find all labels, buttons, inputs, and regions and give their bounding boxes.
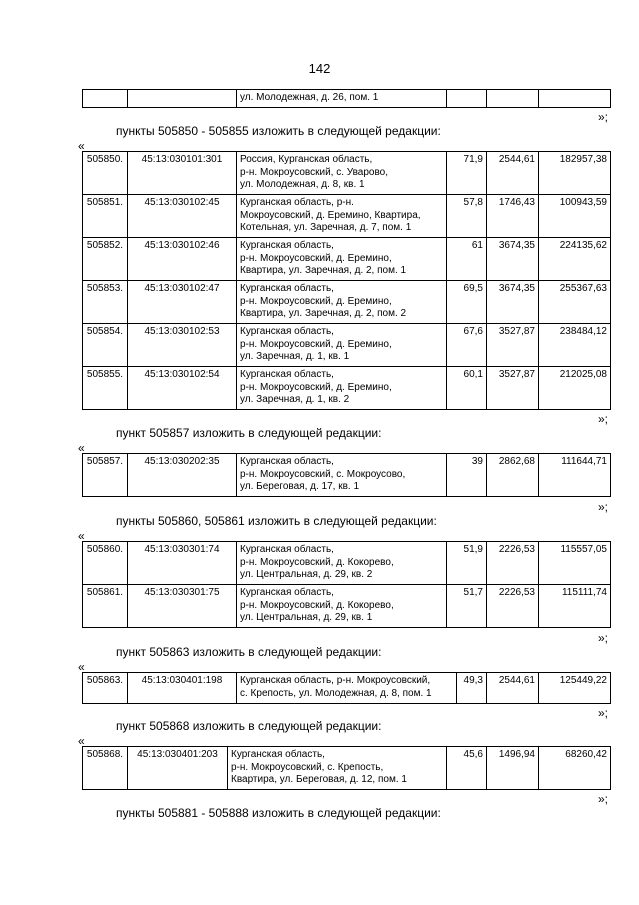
open-quote: « (78, 660, 85, 674)
continuation-table (82, 89, 611, 108)
cell-cad: 45:13:030102:47 (128, 281, 237, 324)
cell-rate: 2862,68 (487, 454, 539, 497)
cell-cad: 45:13:030101:301 (128, 152, 237, 195)
cell-rate: 1496,94 (487, 747, 539, 790)
cell-rate (487, 90, 539, 108)
address-line: р-н. Мокроусовский, с. Крепость, (231, 761, 384, 773)
cell-area: 60,1 (447, 367, 487, 410)
cell-area: 39 (447, 454, 487, 497)
address-line: ул. Береговая, д. 17, кв. 1 (240, 481, 360, 492)
cell-address (237, 367, 447, 410)
cell-area: 69,5 (447, 281, 487, 324)
cell-area: 49,3 (457, 673, 487, 704)
data-table (82, 151, 611, 410)
cell-cad: 45:13:030102:45 (128, 195, 237, 238)
cell-num: 505850. (83, 152, 128, 195)
address-line: Котельная, ул. Заречная, д. 7, пом. 1 (240, 222, 412, 233)
cell-num: 505857. (83, 454, 128, 497)
cell-address (237, 281, 447, 324)
address-line: Курганская область, р-н. (240, 197, 354, 208)
cell-cad: 45:13:030102:46 (128, 238, 237, 281)
data-table (82, 453, 611, 497)
address-line: Курганская область, (240, 587, 334, 598)
open-quote: « (78, 529, 85, 543)
cell-address (237, 195, 447, 238)
address-line: Курганская область, р-н. Мокроусовский, (240, 675, 431, 686)
cell-cad: 45:13:030301:75 (128, 585, 237, 628)
cell-num (83, 90, 128, 108)
cell-area (447, 90, 487, 108)
cell-rate: 3527,87 (487, 324, 539, 367)
cell-area: 45,6 (447, 747, 487, 790)
address-line: Курганская область, (231, 749, 325, 760)
cell-cad: 45:13:030301:74 (128, 542, 237, 585)
section-heading: пункт 505857 изложить в следующей редакции: (116, 426, 382, 440)
cell-value (539, 90, 611, 108)
cell-num: 505854. (83, 324, 128, 367)
cell-value: 111644,71 (539, 454, 611, 497)
address-line: ул. Центральная, д. 29, кв. 1 (240, 612, 373, 623)
cell-value: 255367,63 (539, 281, 611, 324)
table-row (83, 367, 611, 410)
address-line: ул. Молодежная, д. 8, кв. 1 (240, 179, 365, 190)
close-quote: »; (597, 631, 608, 645)
close-quote: »; (597, 792, 608, 806)
cell-area: 57,8 (447, 195, 487, 238)
address-line: р-н. Мокроусовский, д. Еремино, (240, 381, 392, 393)
section-heading: пункты 505850 - 505855 изложить в следующей редакции: (116, 124, 441, 138)
cell-value: 212025,08 (539, 367, 611, 410)
cell-num: 505851. (83, 195, 128, 238)
close-quote: »; (597, 110, 608, 124)
cell-value: 115111,74 (539, 585, 611, 628)
address-line: Курганская область, (240, 369, 334, 380)
cell-address (237, 585, 447, 628)
address-line: ул. Заречная, д. 1, кв. 2 (240, 394, 350, 405)
cell-cad: 45:13:030202:35 (128, 454, 237, 497)
address-line: р-н. Мокроусовский, д. Еремино, (240, 252, 392, 264)
section-heading: пункт 505863 изложить в следующей редакции: (116, 645, 382, 659)
cell-value: 238484,12 (539, 324, 611, 367)
address-line: Россия, Курганская область, (240, 154, 373, 165)
cell-num: 505855. (83, 367, 128, 410)
cell-rate: 3674,35 (487, 281, 539, 324)
cell-area: 61 (447, 238, 487, 281)
address-line: ул. Центральная, д. 29, кв. 2 (240, 569, 373, 580)
section-heading: пункты 505881 - 505888 изложить в следующей редакции: (116, 806, 441, 820)
cell-cad: 45:13:030102:53 (128, 324, 237, 367)
cell-address (237, 542, 447, 585)
cell-area: 51,9 (447, 542, 487, 585)
cell-num: 505868. (83, 747, 128, 790)
cell-address (237, 454, 447, 497)
cell-area: 67,6 (447, 324, 487, 367)
table-row (83, 542, 611, 585)
address-line: р-н. Мокроусовский, д. Еремино, (240, 295, 392, 307)
cell-value: 115557,05 (539, 542, 611, 585)
address-line: с. Крепость, ул. Молодежная, д. 8, пом. 1 (240, 687, 432, 699)
cell-num: 505852. (83, 238, 128, 281)
cell-cad: 45:13:030401:203 (128, 747, 228, 790)
cell-rate: 2226,53 (487, 542, 539, 585)
table-row (83, 195, 611, 238)
cell-num: 505861. (83, 585, 128, 628)
table-row (83, 585, 611, 628)
address-line: Курганская область, (240, 283, 334, 294)
address-line: р-н. Мокроусовский, с. Уварово, (240, 166, 388, 178)
close-quote: »; (597, 706, 608, 720)
page-number: 142 (308, 61, 331, 76)
address-line: р-н. Мокроусовский, д. Кокорево, (240, 599, 394, 611)
cell-cad (128, 90, 237, 108)
cell-num: 505863. (83, 673, 128, 704)
address-line: Курганская область, (240, 456, 334, 467)
address-line: Курганская область, (240, 240, 334, 251)
section-heading: пункт 505868 изложить в следующей редакции: (116, 719, 382, 733)
table-row (83, 238, 611, 281)
cell-rate: 2544,61 (487, 673, 539, 704)
cell-rate: 2226,53 (487, 585, 539, 628)
data-table (82, 746, 611, 790)
address-line: Квартира, ул. Береговая, д. 12, пом. 1 (231, 774, 407, 785)
table-row (83, 454, 611, 497)
address-line: Курганская область, (240, 326, 334, 337)
address-line: Квартира, ул. Заречная, д. 2, пом. 2 (240, 308, 407, 319)
cell-num: 505860. (83, 542, 128, 585)
cell-value: 182957,38 (539, 152, 611, 195)
table-row (83, 90, 611, 108)
address-line: Квартира, ул. Заречная, д. 2, пом. 1 (240, 265, 407, 276)
cell-cad: 45:13:030401:198 (128, 673, 237, 704)
cell-area: 51,7 (447, 585, 487, 628)
table-row (83, 747, 611, 790)
cell-address (237, 324, 447, 367)
address-line: р-н. Мокроусовский, с. Мокроусово, (240, 468, 406, 480)
cell-cad: 45:13:030102:54 (128, 367, 237, 410)
cell-address (237, 238, 447, 281)
open-quote: « (78, 139, 85, 153)
data-table (82, 541, 611, 628)
close-quote: »; (597, 500, 608, 514)
cell-address (237, 673, 457, 704)
open-quote: « (78, 441, 85, 455)
data-table (82, 672, 611, 704)
table-row (83, 673, 611, 704)
table-row (83, 281, 611, 324)
open-quote: « (78, 734, 85, 748)
cell-rate: 3674,35 (487, 238, 539, 281)
address-line: ул. Заречная, д. 1, кв. 1 (240, 351, 350, 362)
cell-num: 505853. (83, 281, 128, 324)
table-row (83, 324, 611, 367)
cell-value: 224135,62 (539, 238, 611, 281)
cell-address (228, 747, 447, 790)
address-line: Курганская область, (240, 544, 334, 555)
table-row (83, 152, 611, 195)
cell-address (237, 152, 447, 195)
address-line: р-н. Мокроусовский, д. Еремино, (240, 338, 392, 350)
cell-value: 68260,42 (539, 747, 611, 790)
cell-value: 100943,59 (539, 195, 611, 238)
cell-rate: 2544,61 (487, 152, 539, 195)
address-line: р-н. Мокроусовский, д. Кокорево, (240, 556, 394, 568)
section-heading: пункты 505860, 505861 изложить в следующей редакции: (116, 514, 437, 528)
cell-rate: 1746,43 (487, 195, 539, 238)
cell-rate: 3527,87 (487, 367, 539, 410)
close-quote: »; (597, 412, 608, 426)
address-line: Мокроусовский, д. Еремино, Квартира, (240, 209, 421, 221)
cell-value: 125449,22 (539, 673, 611, 704)
cell-address: ул. Молодежная, д. 26, пом. 1 (237, 90, 447, 108)
cell-area: 71,9 (447, 152, 487, 195)
